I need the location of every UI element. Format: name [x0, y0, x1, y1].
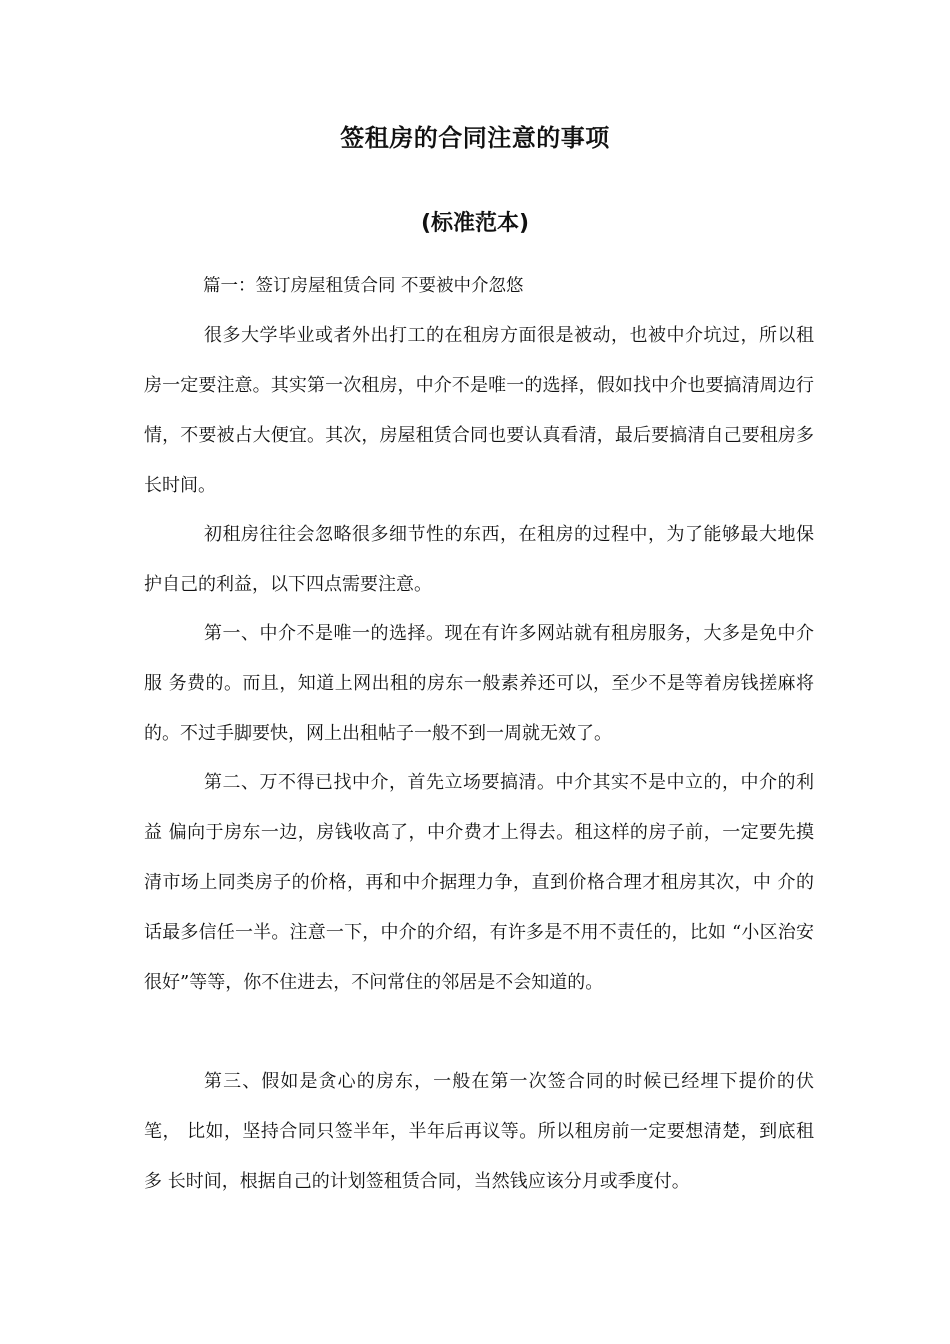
document-subtitle: (标准范本): [420, 211, 530, 236]
paragraph-point-two: 第二、万不得已找中介，首先立场要搞清。中介其实不是中立的，中介的利益 偏向于房东一边，房钱收高了，中介费才上得去。租这样的房子前，一定要先摸清市场上同类房子的价格，再和中介据理力争，直到价格合理才租房其次，中 介的话最多信任一半。注意一下，中介的介绍，有许多是不用不责任的，比如 “小区治安很好”等等，你不住进去，不问常住的邻居是不会知道的。: [144, 772, 814, 993]
paragraph-overview: 初租房往往会忽略很多细节性的东西，在租房的过程中，为了能够最大地保护自己的利益，以下四点需要注意。: [144, 524, 814, 595]
section-heading: 篇一：签订房屋租赁合同 不要被中介忽悠: [203, 276, 524, 296]
paragraph-point-one: 第一、中介不是唯一的选择。现在有许多网站就有租房服务，大多是免中介服 务费的。而且，知道上网出租的房东一般素养还可以，至少不是等着房钱搓麻将的。不过手脚要快，网上出租帖子一般不到一周就无效了。: [144, 623, 814, 744]
document-title: 签租房的合同注意的事项: [340, 124, 610, 152]
paragraph-intro: 很多大学毕业或者外出打工的在租房方面很是被动，也被中介坑过，所以租房一定要注意。其实第一次租房，中介不是唯一的选择，假如找中介也要搞清周边行情，不要被占大便宜。其次，房屋租赁合同也要认真看清，最后要搞清自己要租房多长时间。: [144, 325, 814, 496]
paragraph-point-three: 第三、假如是贪心的房东，一般在第一次签合同的时候已经埋下提价的伏笔， 比如，坚持合同只签半年，半年后再议等。所以租房前一定要想清楚，到底租多 长时间，根据自己的计划签租赁合同，当然钱应该分月或季度付。: [144, 1071, 814, 1192]
